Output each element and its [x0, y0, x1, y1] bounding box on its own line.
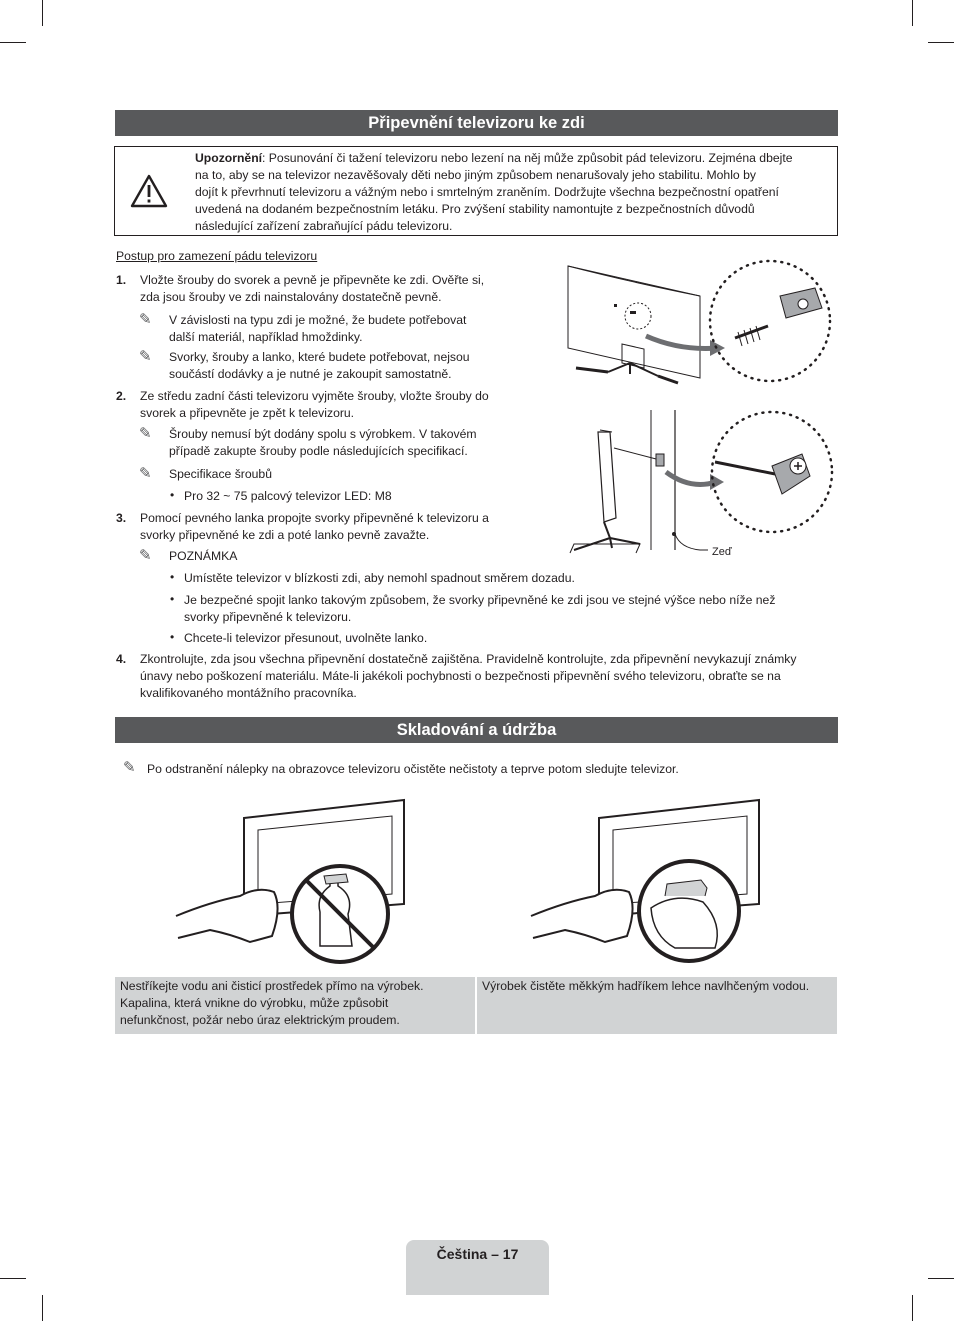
step-text: [140, 510, 489, 544]
cleaning-spray-prohibited-illustration: [170, 796, 410, 966]
bullet: •: [170, 630, 175, 644]
storage-note: Po odstranění nálepky na obrazovce televizoru očistěte nečistoty a teprve potom sledujte televizor.: [147, 762, 679, 776]
note-bullet-line: svorky připevněné k televizoru.: [184, 610, 352, 624]
note-line: V závislosti na typu zdi je možné, že budete potřebovat: [169, 313, 467, 327]
step-line: Pomocí pevného lanka propojte svorky připevněné k televizoru a: [140, 511, 489, 525]
crop-mark: [42, 1295, 43, 1321]
caption-line: nefunkčnost, požár nebo úraz elektrickým proudem.: [120, 1013, 400, 1027]
caption-line: Výrobek čistěte měkkým hadříkem lehce navlhčeným vodou.: [482, 979, 810, 993]
tv-wall-cable-illustration: [560, 410, 850, 560]
warning-line: dojít k převrhnutí televizoru a vážným nebo i smrtelným zraněním. Dodržujte všechna bezpečnostní opatření: [195, 185, 779, 199]
step-number: 3.: [116, 511, 127, 525]
pencil-note-icon: ✎: [139, 311, 152, 328]
caption-line: Kapalina, která vnikne do výrobku, může způsobit: [120, 996, 389, 1010]
note-line: další materiál, například hmoždinky.: [169, 330, 363, 344]
note-text: [169, 312, 466, 346]
page-number-tab: Čeština – 17: [406, 1240, 549, 1295]
note-line: Šrouby nemusí být dodány spolu s výrobkem. V takovém: [169, 427, 477, 441]
crop-mark: [0, 42, 26, 43]
warning-text: [195, 150, 827, 235]
crop-mark: [928, 42, 954, 43]
note-line: případě zakupte šrouby podle následujících specifikací.: [169, 444, 468, 458]
bullet: •: [170, 592, 175, 606]
note-bullet-line: Je bezpečné spojit lanko takovým způsobem, že svorky připevněné ke zdi jsou ve stejné výšce nebo níže než: [184, 593, 776, 607]
crop-mark: [928, 1278, 954, 1279]
warning-line: na to, aby se na televizor nezavěšovaly děti nebo jiným způsobem nenarušovaly jeho stabilitu. Mohlo by: [195, 168, 756, 182]
note-text: Specifikace šroubů: [169, 467, 272, 481]
step-line: zda jsou šrouby ve zdi nainstalovány dostatečně pevně.: [140, 290, 442, 304]
pencil-note-icon: ✎: [139, 348, 152, 365]
note-bullet: Umístěte televizor v blízkosti zdi, aby nemohl spadnout směrem dozadu.: [184, 571, 575, 585]
crop-mark: [912, 0, 913, 26]
wall-label: Zeď: [712, 546, 732, 558]
warning-box: [114, 146, 838, 236]
section-heading-storage: Skladování a údržba: [115, 717, 838, 743]
warning-line: uvedená na dodaném bezpečnostním letáku. Pro zvýšení stability namontujte z bezpečnostních důvodů: [195, 202, 755, 216]
step-line: Ze středu zadní části televizoru vyjměte šrouby, vložte šrouby do: [140, 389, 489, 403]
section-heading-mount: Připevnění televizoru ke zdi: [115, 110, 838, 136]
crop-mark: [912, 1295, 913, 1321]
cleaning-cloth-illustration: [525, 796, 765, 966]
step-text: [140, 388, 489, 422]
caption-prohibited: [115, 977, 475, 1034]
step-number: 1.: [116, 273, 127, 287]
pencil-note-icon: ✎: [139, 465, 152, 482]
warning-triangle-icon: [130, 174, 168, 208]
warning-line: následující zařízení zabraňující pádu televizoru.: [195, 219, 453, 233]
note-heading: POZNÁMKA: [169, 549, 238, 563]
crop-mark: [42, 0, 43, 26]
warning-line: : Posunování či tažení televizoru nebo lezení na něj může způsobit pád televizoru. Zejména dbejte: [262, 151, 793, 165]
note-bullet: [184, 592, 775, 626]
caption-line: Nestříkejte vodu ani čisticí prostředek přímo na výrobek.: [120, 979, 424, 993]
step-line: Vložte šrouby do svorek a pevně je připevněte ke zdi. Ověřte si,: [140, 273, 485, 287]
step-line: kvalifikovaného montážního pracovníka.: [140, 686, 357, 700]
caption-allowed: [477, 977, 837, 1034]
warning-label: Upozornění: [195, 151, 263, 165]
step-line: svorek a připevněte je zpět k televizoru.: [140, 406, 355, 420]
bullet: •: [170, 570, 175, 584]
spec-bullet: Pro 32 ~ 75 palcový televizor LED: M8: [184, 489, 392, 503]
step-line: únavy nebo poškození materiálu. Máte-li jakékoli pochybnosti o bezpečnosti připevnění svého televizoru, obraťte se na: [140, 669, 781, 683]
pencil-note-icon: ✎: [139, 547, 152, 564]
pencil-note-icon: ✎: [123, 759, 136, 776]
step-text: [140, 651, 796, 702]
note-text: [169, 349, 470, 383]
step-number: 2.: [116, 389, 127, 403]
step-line: svorky připevněné ke zdi a poté lanko pevně zavažte.: [140, 528, 430, 542]
step-number: 4.: [116, 652, 127, 666]
step-line: Zkontrolujte, zda jsou všechna připevnění dostatečně zajištěna. Pravidelně kontrolujte, zda připevnění nevykazují známky: [140, 652, 797, 666]
tv-rear-bracket-illustration: [560, 256, 850, 391]
pencil-note-icon: ✎: [139, 425, 152, 442]
procedure-title: Postup pro zamezení pádu televizoru: [116, 249, 318, 263]
note-line: Svorky, šrouby a lanko, které budete potřebovat, nejsou: [169, 350, 470, 364]
note-bullet: Chcete-li televizor přesunout, uvolněte lanko.: [184, 631, 428, 645]
bullet: •: [170, 488, 175, 502]
step-text: [140, 272, 484, 306]
note-line: součástí dodávky a je nutné je zakoupit samostatně.: [169, 367, 452, 381]
note-text: [169, 426, 477, 460]
crop-mark: [0, 1278, 26, 1279]
